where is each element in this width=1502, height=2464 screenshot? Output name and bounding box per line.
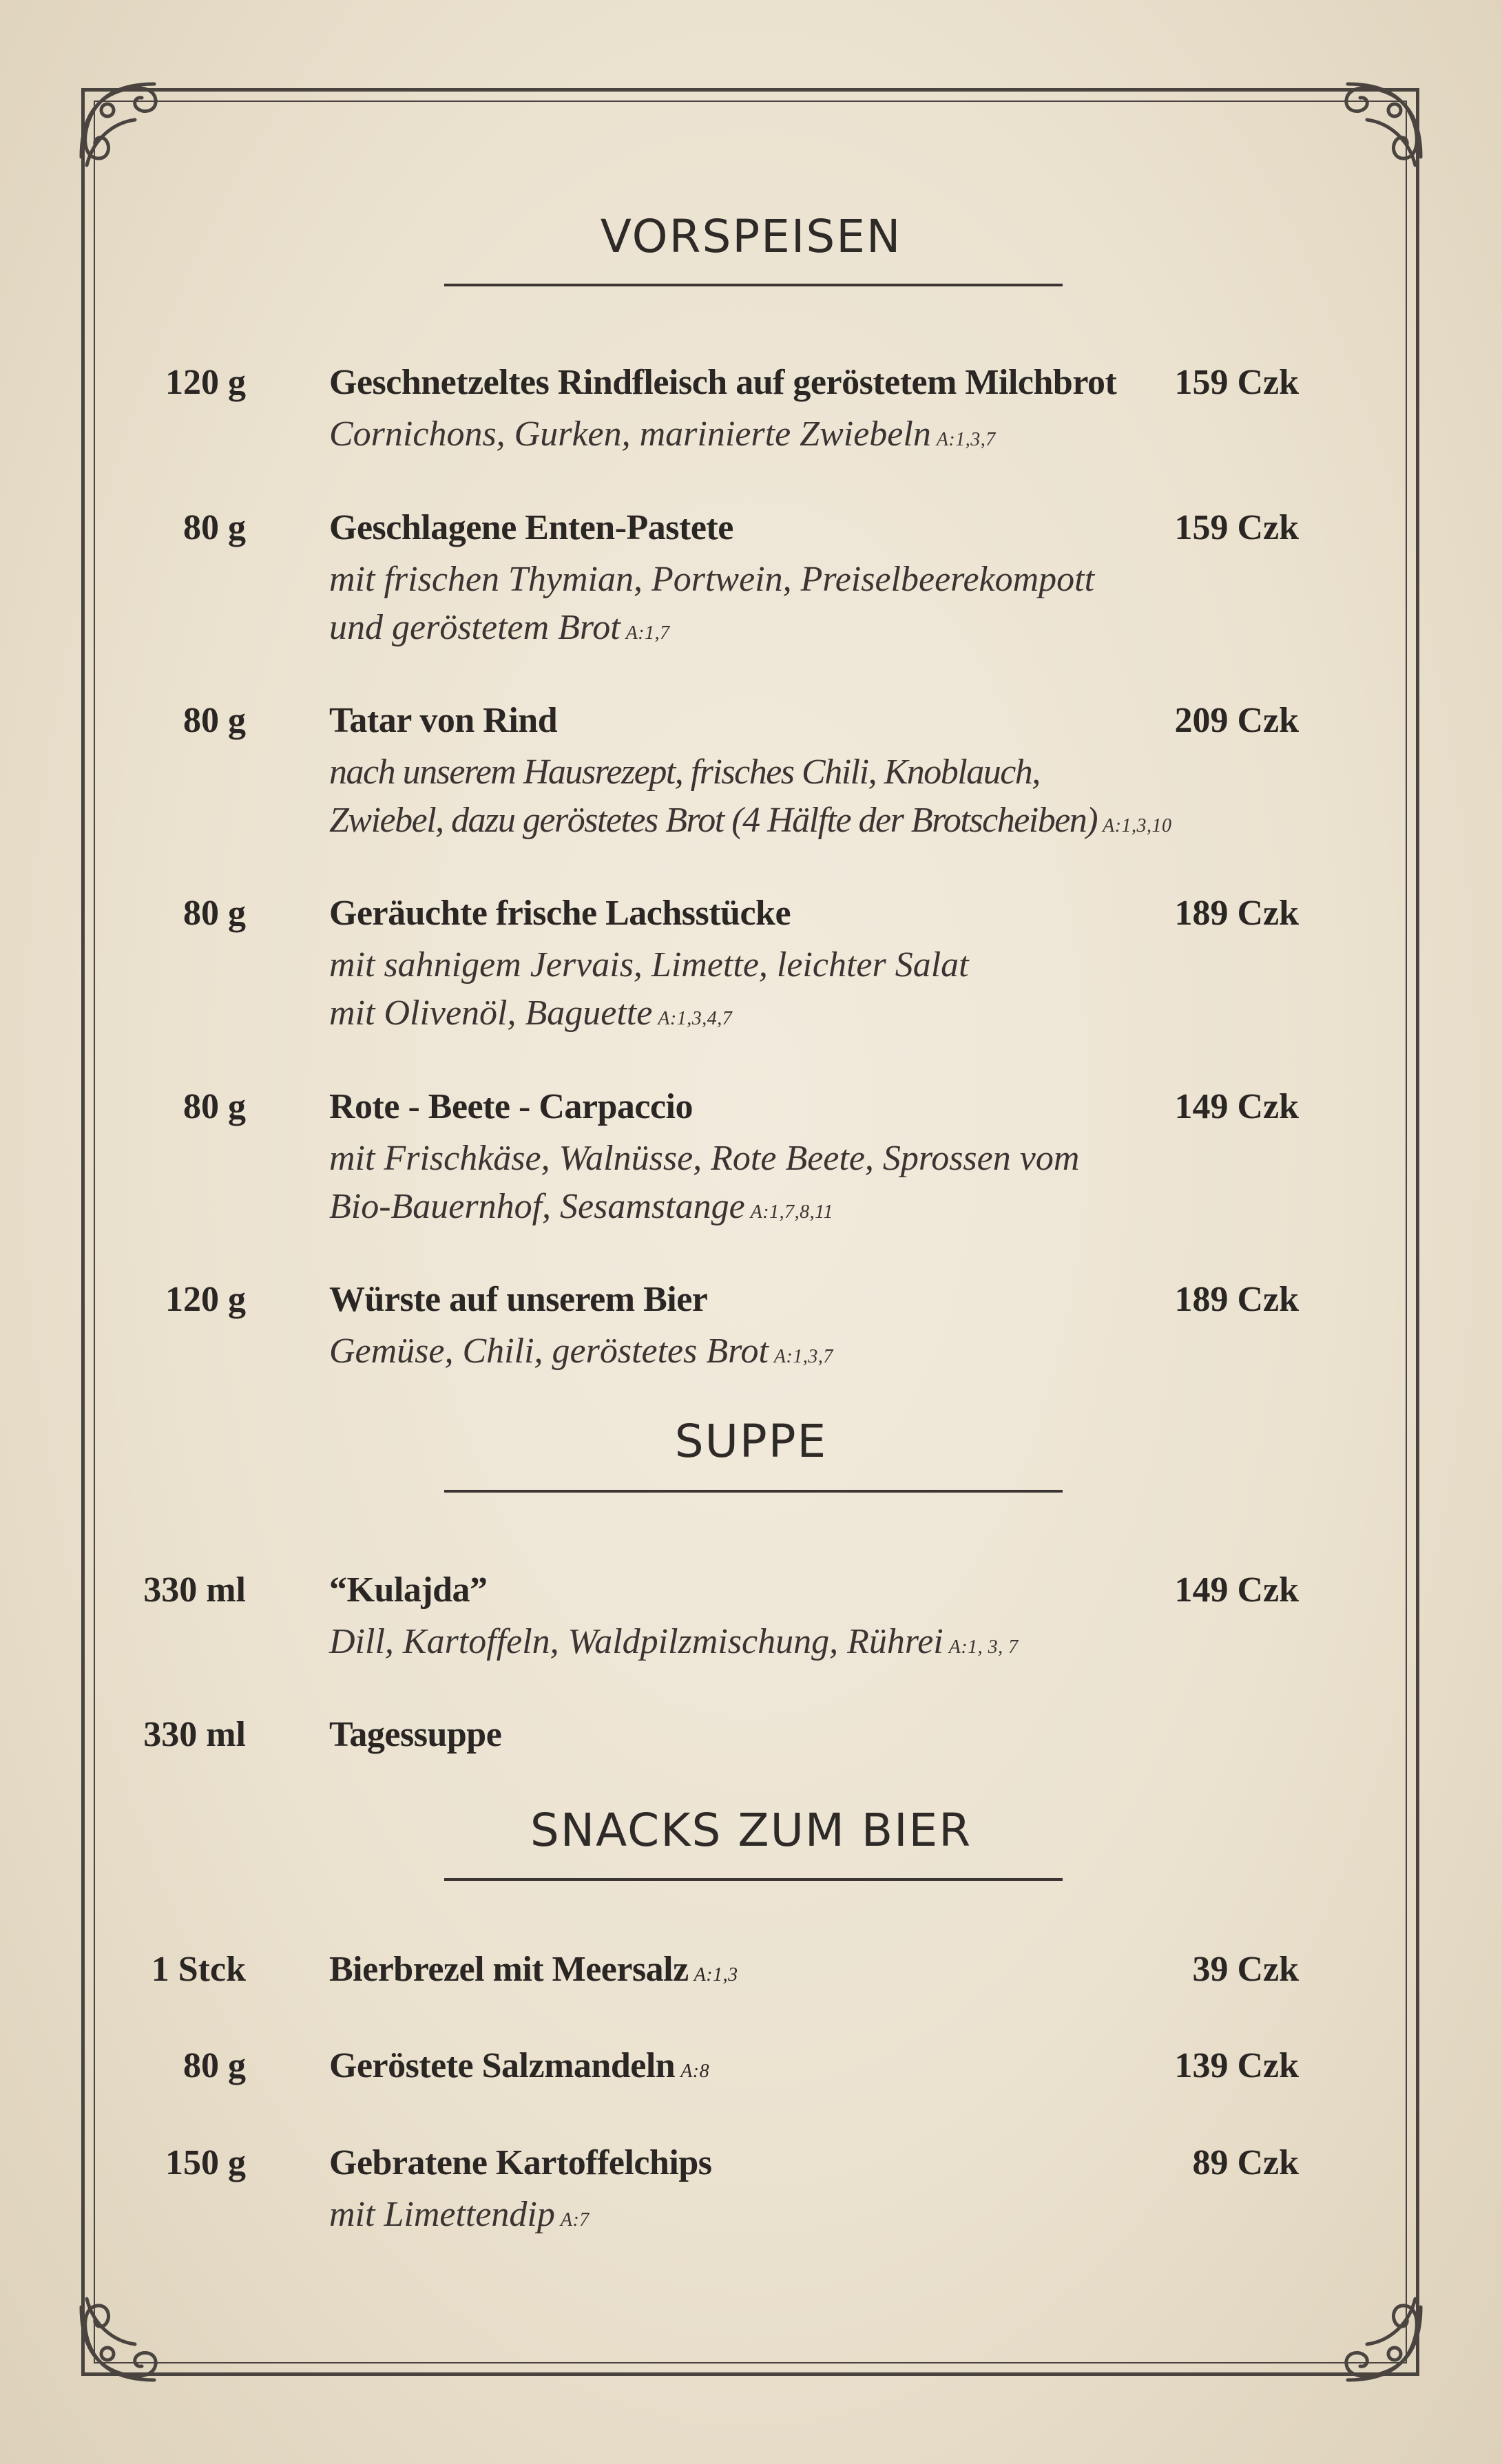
item-price: 189 Czk <box>1174 894 1299 933</box>
item-quantity: 80 g <box>183 2046 246 2085</box>
section-title-vorspeisen: VORSPEISEN <box>600 210 902 263</box>
item-quantity: 330 ml <box>143 1570 246 1610</box>
item-quantity: 80 g <box>183 894 246 933</box>
item-price: 149 Czk <box>1174 1570 1299 1610</box>
item-price: 159 Czk <box>1174 363 1299 402</box>
item-price: 149 Czk <box>1174 1087 1299 1126</box>
item-description: nach unserem Hausrezept, frisches Chili, Knoblauch, Zwiebel, dazu geröstetes Brot (4 Hälfte der Brotscheiben) A:1,3,10 <box>329 752 1172 840</box>
allergen-info: A:1,7,8,11 <box>750 1201 834 1223</box>
item-quantity: 150 g <box>165 2143 246 2182</box>
item-name: Gebratene Kartoffelchips <box>329 2143 712 2182</box>
item-name: Geräuchte frische Lachsstücke <box>329 894 791 933</box>
item-quantity: 80 g <box>183 508 246 547</box>
item-name: “Kulajda” <box>329 1570 488 1610</box>
item-price: 39 Czk <box>1192 1950 1299 1989</box>
allergen-info: A:1,3,7 <box>773 1346 833 1367</box>
item-price: 89 Czk <box>1192 2143 1299 2182</box>
item-quantity: 330 ml <box>143 1715 246 1754</box>
item-name: Würste auf unserem Bier <box>329 1280 708 1319</box>
allergen-info: A:1,7 <box>625 622 670 644</box>
item-quantity: 120 g <box>165 363 246 402</box>
section-divider <box>444 1490 1063 1493</box>
allergen-info: A:8 <box>680 2061 710 2082</box>
section-divider <box>444 1878 1063 1881</box>
allergen-info: A:1,3 <box>693 1964 738 1986</box>
item-price: 159 Czk <box>1174 508 1299 547</box>
item-name: Rote - Beete - Carpaccio <box>329 1087 693 1126</box>
section-title-snacks-zum-bier: SNACKS ZUM BIER <box>530 1804 972 1857</box>
item-name: Tatar von Rind <box>329 701 558 740</box>
corner-ornament-icon <box>66 69 169 172</box>
item-description: mit sahnigem Jervais, Limette, leichter Salat mit Olivenöl, Baguette A:1,3,4,7 <box>329 945 969 1033</box>
section-title-suppe: SUPPE <box>674 1415 828 1468</box>
corner-ornament-icon <box>1333 2292 1436 2395</box>
item-description: Gemüse, Chili, geröstetes Brot A:1,3,7 <box>329 1331 833 1371</box>
allergen-info: A:1,3,7 <box>936 429 996 450</box>
section-divider <box>444 284 1063 286</box>
allergen-info: A:1, 3, 7 <box>948 1636 1019 1658</box>
item-name: Tagessuppe <box>329 1715 502 1754</box>
allergen-info: A:1,3,10 <box>1103 815 1172 836</box>
corner-ornament-icon <box>1333 69 1436 172</box>
item-description: mit frischen Thymian, Portwein, Preiselbeerekompott und geröstetem Brot A:1,7 <box>329 560 1095 647</box>
item-name: Geschnetzeltes Rindfleisch auf geröstetem Milchbrot <box>329 363 1117 402</box>
item-quantity: 80 g <box>183 701 246 740</box>
item-price: 209 Czk <box>1174 701 1299 740</box>
item-quantity: 1 Stck <box>151 1950 246 1989</box>
item-price: 189 Czk <box>1174 1280 1299 1319</box>
allergen-info: A:7 <box>560 2209 590 2231</box>
item-name: Geschlagene Enten-Pastete <box>329 508 733 547</box>
item-name: Geröstete Salzmandeln A:8 <box>329 2046 710 2085</box>
item-description: mit Frischkäse, Walnüsse, Rote Beete, Sprossen vom Bio-Bauernhof, Sesamstange A:1,7,8,11 <box>329 1139 1080 1226</box>
item-description: mit Limettendip A:7 <box>329 2195 590 2234</box>
item-price: 139 Czk <box>1174 2046 1299 2085</box>
item-description: Cornichons, Gurken, marinierte Zwiebeln A:1,3,7 <box>329 414 996 454</box>
item-quantity: 80 g <box>183 1087 246 1126</box>
corner-ornament-icon <box>66 2292 169 2395</box>
item-description: Dill, Kartoffeln, Waldpilzmischung, Rührei A:1, 3, 7 <box>329 1622 1019 1661</box>
item-quantity: 120 g <box>165 1280 246 1319</box>
item-name: Bierbrezel mit Meersalz A:1,3 <box>329 1950 738 1989</box>
allergen-info: A:1,3,4,7 <box>658 1008 733 1029</box>
